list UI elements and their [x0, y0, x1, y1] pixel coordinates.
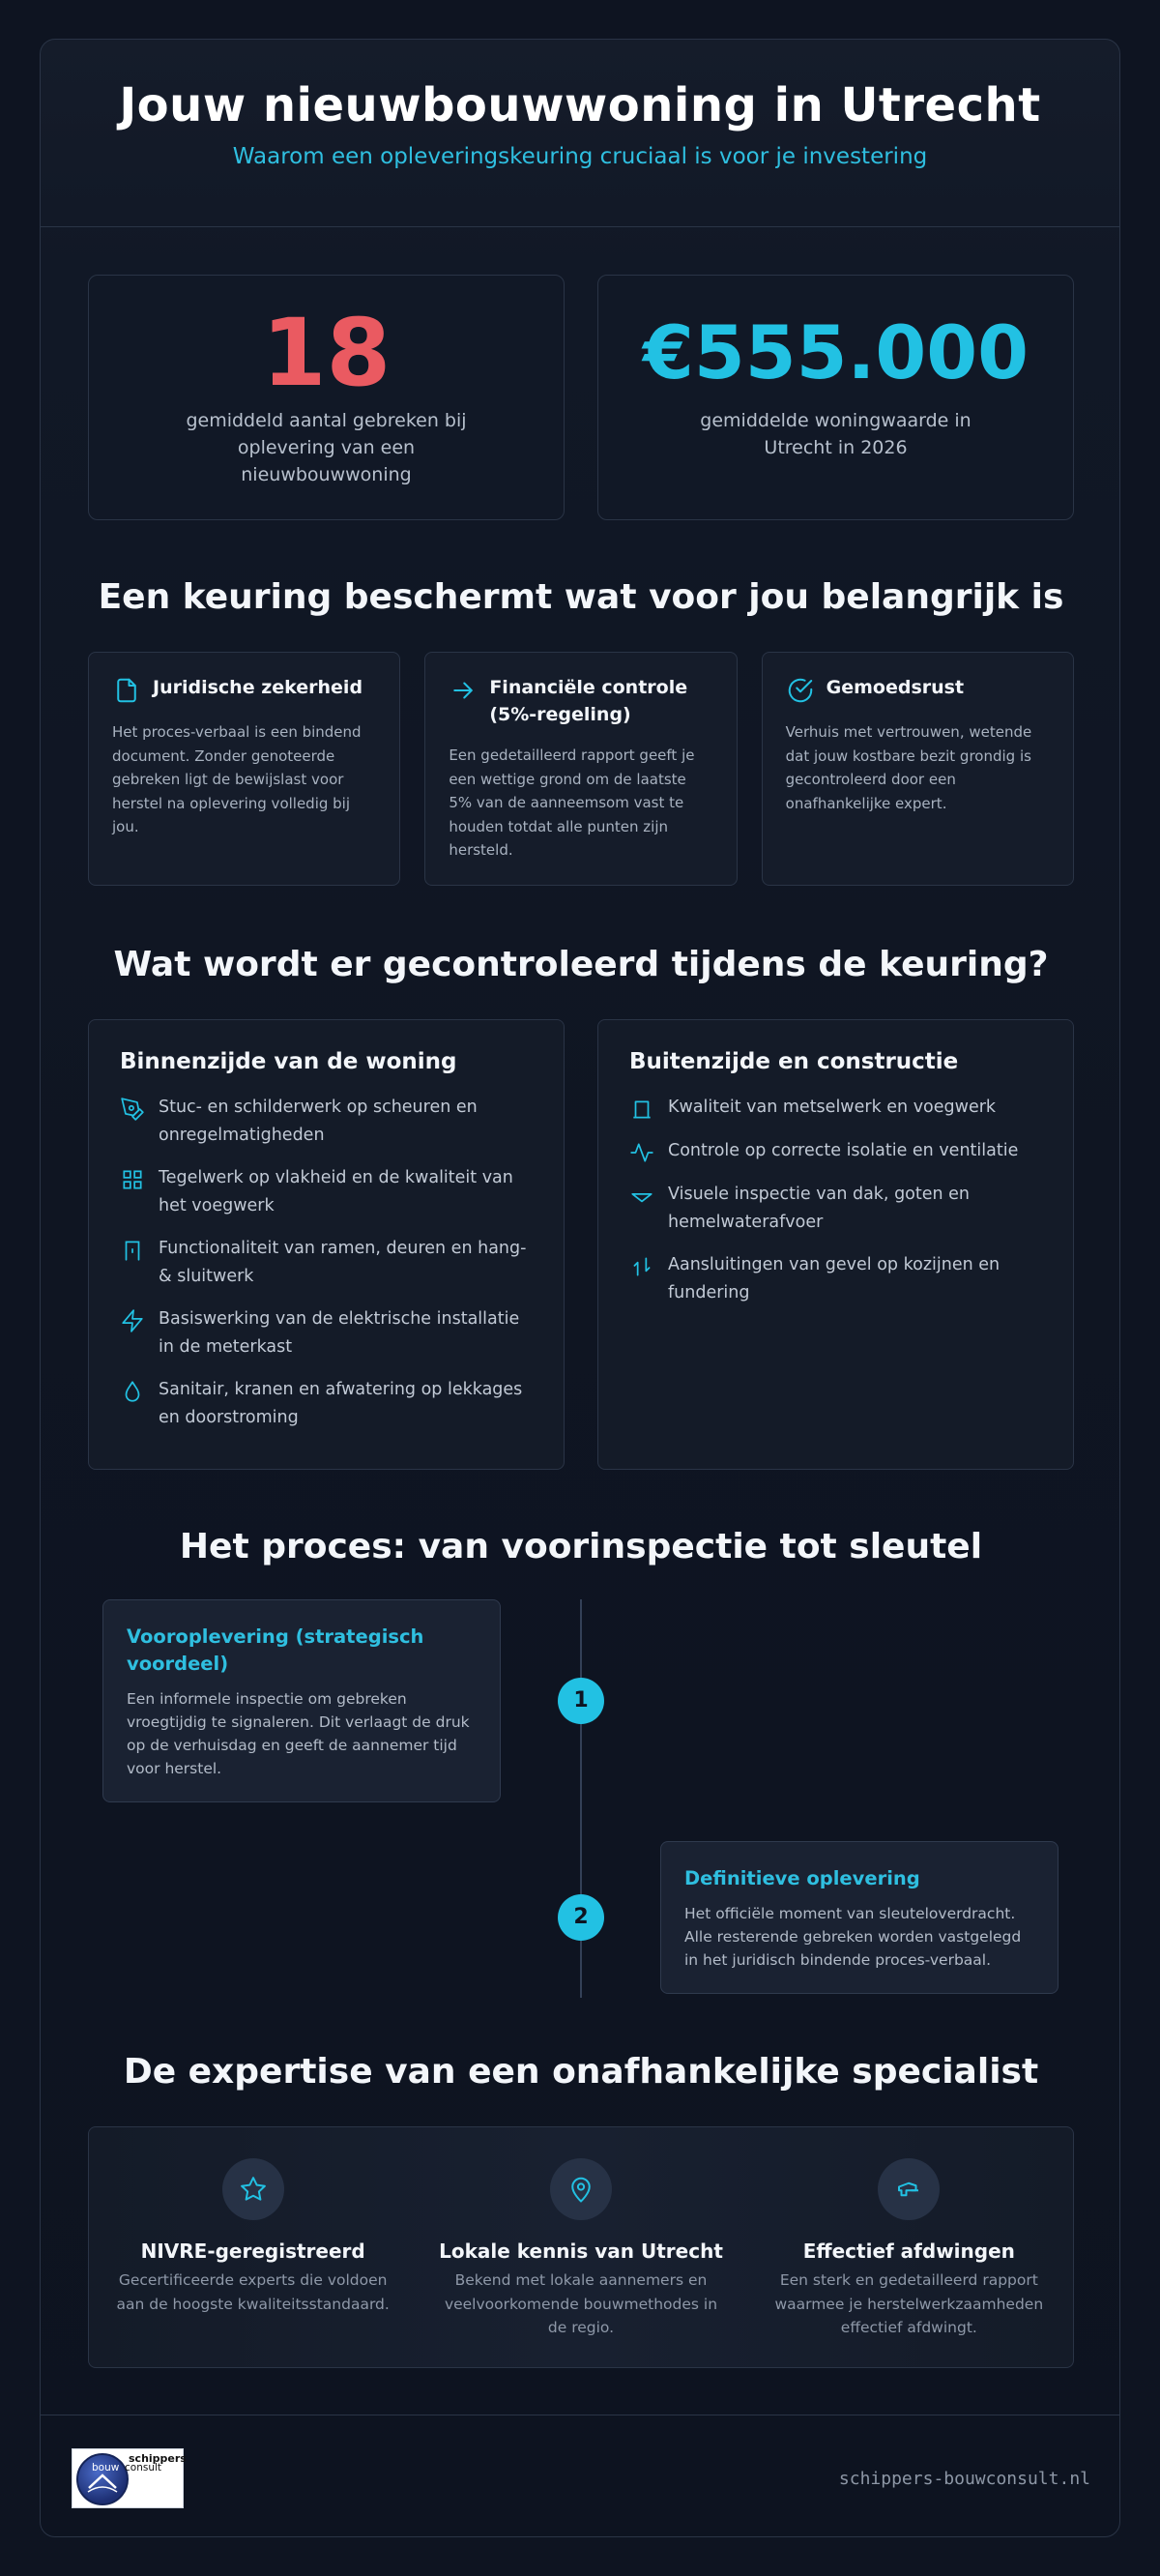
checks-inside-title: Binnenzijde van de woning	[120, 1049, 457, 1074]
hammer-icon	[894, 2175, 923, 2204]
check-item-text: Sanitair, kranen en afwatering op lekkages en doorstroming	[159, 1380, 523, 1427]
check-item-text: Stuc- en schilderwerk op scheuren en onregelmatigheden	[159, 1098, 478, 1145]
benefit-card-legal	[88, 652, 400, 886]
benefit-title: Financiële controle (5%-regeling)	[489, 677, 688, 725]
list-item	[629, 1251, 1042, 1306]
process-step-number: 1	[558, 1678, 604, 1724]
experts-panel	[88, 2126, 1074, 2368]
expert-item	[417, 2127, 744, 2367]
expert-text: Bekend met lokale aannemers en veelvoorkomende bouwmethodes in de regio.	[444, 2271, 718, 2336]
benefit-text: Een gedetailleerd rapport geeft je een wettige grond om de laatste 5% van de aanneemsom vast te houden totdat alle punten zijn hersteld.	[449, 746, 695, 859]
roof-icon	[629, 1184, 654, 1209]
checks-row	[88, 1019, 1074, 1470]
list-item	[120, 1235, 533, 1290]
checks-inside-card	[88, 1019, 565, 1470]
benefit-text: Verhuis met vertrouwen, wetende dat jouw kostbare bezit grondig is gecontroleerd door een onafhankelijke expert.	[785, 723, 1032, 812]
check-item-text: Aansluitingen van gevel op kozijnen en fundering	[668, 1255, 1000, 1303]
footer	[41, 2415, 1120, 2537]
process-step-card	[660, 1841, 1058, 1994]
list-item	[120, 1094, 533, 1149]
pulse-icon	[629, 1140, 654, 1165]
check-item-text: Kwaliteit van metselwerk en voegwerk	[668, 1098, 997, 1117]
expert-icon-circle	[550, 2158, 612, 2220]
list-item	[120, 1376, 533, 1431]
benefits-title: Een keuring beschermt wat voor jou belangrijk is	[98, 577, 1064, 617]
expert-icon-circle	[222, 2158, 284, 2220]
list-item	[120, 1305, 533, 1361]
infographic-frame	[40, 39, 1120, 2537]
stat-defects-label: gemiddeld aantal gebreken bij oplevering van een nieuwbouwwoning	[186, 410, 467, 485]
page-subtitle: Waarom een opleveringskeuring cruciaal is voor je investering	[232, 144, 928, 169]
document-icon	[112, 676, 141, 705]
list-item	[120, 1164, 533, 1219]
stat-home-value-value: €555.000	[642, 309, 1030, 395]
process-step-number: 2	[558, 1894, 604, 1941]
process-step-title: Definitieve oplevering	[684, 1867, 920, 1889]
process-step-text: Een informele inspectie om gebreken vroegtijdig te signaleren. Dit verlaagt de druk op de verhuisdag en geeft de aannemer tijd voor herstel.	[127, 1690, 470, 1777]
star-icon	[239, 2175, 268, 2204]
wall-icon	[629, 1097, 654, 1122]
check-item-text: Functionaliteit van ramen, deuren en hang- & sluitwerk	[159, 1239, 527, 1286]
expert-icon-circle	[878, 2158, 940, 2220]
process-step-title: Vooroplevering (strategisch voordeel)	[127, 1625, 424, 1675]
expert-text: Een sterk en gedetailleerd rapport waarmee je herstelwerkzaamheden effectief afdwingt.	[774, 2271, 1044, 2336]
stat-home-value-label: gemiddelde woningwaarde in Utrecht in 2026	[700, 410, 972, 458]
check-item-text: Controle op correcte isolatie en ventilatie	[668, 1141, 1019, 1160]
website-link[interactable]: schippers-bouwconsult.nl	[838, 2469, 1090, 2489]
benefit-title: Gemoedsrust	[826, 677, 965, 698]
arrow-right-icon	[449, 676, 478, 705]
checks-title: Wat wordt er gecontroleerd tijdens de keuring?	[113, 945, 1049, 984]
check-item-text: Basiswerking van de elektrische installatie in de meterkast	[159, 1309, 520, 1357]
checks-outside-title: Buitenzijde en constructie	[629, 1049, 959, 1074]
expert-item	[745, 2127, 1073, 2367]
expert-title: NIVRE-geregistreerd	[140, 2239, 365, 2263]
benefit-text: Het proces-verbaal is een bindend document. Zonder genoteerde gebreken ligt de bewijslast voor herstel na oplevering volledig bij jou.	[112, 723, 362, 835]
expert-title: Lokale kennis van Utrecht	[439, 2239, 723, 2263]
logo-text-left: bouw	[92, 2462, 120, 2474]
door-icon	[120, 1238, 145, 1263]
benefit-card-peace-of-mind	[762, 652, 1074, 886]
benefits-row	[88, 652, 1074, 886]
expert-title: Effectief afdwingen	[802, 2239, 1015, 2263]
grid-icon	[120, 1167, 145, 1192]
connect-icon	[629, 1254, 654, 1279]
page-title: Jouw nieuwbouwwoning in Utrecht	[119, 78, 1041, 132]
check-item-text: Tegelwerk op vlakheid en de kwaliteit van het voegwerk	[159, 1168, 513, 1215]
process-title: Het proces: van voorinspectie tot sleutel	[179, 1527, 983, 1566]
expert-item	[89, 2127, 417, 2367]
checks-outside-card	[597, 1019, 1074, 1470]
list-item	[629, 1094, 1042, 1122]
lightning-icon	[120, 1308, 145, 1333]
benefit-card-financial	[424, 652, 737, 886]
check-item-text: Visuele inspectie van dak, goten en hemelwaterafvoer	[668, 1185, 971, 1232]
logo-text-top: schippers	[129, 2452, 187, 2465]
benefit-title: Juridische zekerheid	[153, 677, 363, 698]
process-step-card	[102, 1599, 501, 1802]
process-step-text: Het officiële moment van sleuteloverdracht. Alle resterende gebreken worden vastgelegd in het juridisch bindende proces-verbaal.	[684, 1905, 1022, 1969]
expert-text: Gecertificeerde experts die voldoen aan de hoogste kwaliteitsstandaard.	[116, 2271, 390, 2313]
check-circle-icon	[786, 676, 815, 705]
stat-defects-value: 18	[261, 299, 392, 407]
experts-title: De expertise van een onafhankelijke specialist	[123, 2052, 1039, 2092]
drop-icon	[120, 1379, 145, 1404]
stats-row	[88, 275, 1074, 520]
company-logo[interactable]	[72, 2448, 187, 2508]
list-item	[629, 1137, 1042, 1165]
stat-defects	[88, 275, 565, 520]
map-pin-icon	[566, 2175, 595, 2204]
brush-icon	[120, 1097, 145, 1122]
header	[41, 40, 1119, 227]
stat-home-value	[597, 275, 1074, 520]
logo-text-right: consult	[125, 2462, 162, 2474]
list-item	[629, 1181, 1042, 1236]
